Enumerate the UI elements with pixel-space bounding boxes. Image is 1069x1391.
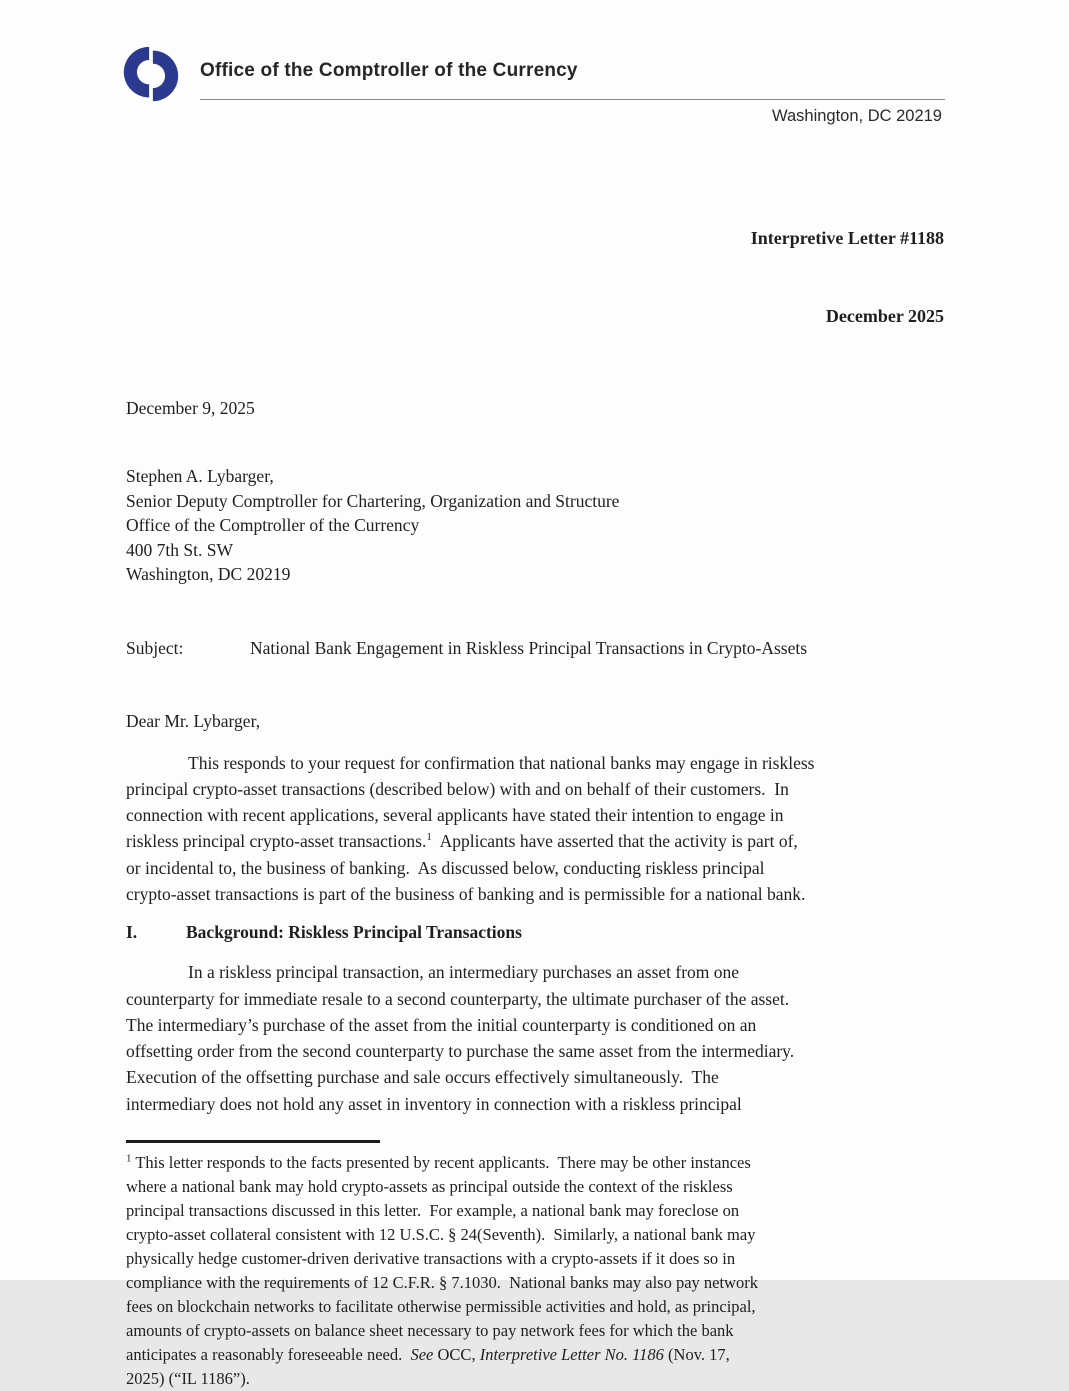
letter-month: December 2025 — [825, 306, 944, 326]
footnote-1 — [126, 1151, 1069, 1391]
text-line: Stephen A. Lybarger, — [126, 466, 274, 486]
section-heading-1 — [126, 919, 1009, 945]
letter-number: Interpretive Letter #1188 — [750, 228, 944, 248]
text-line: crypto-asset collateral consistent with 12 U.S.C. § 24(Seventh). Similarly, a national bank may — [126, 1225, 756, 1245]
recipient-address — [126, 464, 1009, 587]
subject-text: National Bank Engagement in Riskless Principal Transactions in Crypto-Assets — [250, 637, 808, 658]
agency-name: Office of the Comptroller of the Currency — [200, 60, 578, 81]
text-line: $^1$ This letter responds to the facts presented by recent applicants. There may be other instances — [126, 1152, 751, 1173]
text-line: connection with recent applications, several applicants have stated their intention to engage in — [126, 805, 784, 826]
text-line: amounts of crypto-assets on balance sheet necessary to pay network fees for which the bank — [126, 1321, 734, 1341]
letterhead-rule — [200, 99, 945, 100]
text-line: or incidental to, the business of banking. As discussed below, conducting riskless principal — [126, 857, 765, 878]
letter-number-block — [126, 173, 944, 381]
text-line: anticipates a reasonably foreseeable need. See OCC, Interpretive Letter No. 1186 (Nov. 17, — [126, 1345, 730, 1365]
footnote-separator — [126, 1140, 380, 1143]
letterhead-location: Washington, DC 20219 — [772, 107, 942, 125]
text-line: crypto-asset transactions is part of the business of banking and is permissible for a national bank. — [126, 883, 806, 904]
text-line: counterparty for immediate resale to a second counterparty, the ultimate purchaser of the asset. — [126, 988, 790, 1009]
text-line: principal transactions discussed in this letter. For example, a national bank may foreclose on — [126, 1201, 740, 1221]
text-line: Office of the Comptroller of the Currency — [126, 515, 420, 535]
text-line: intermediary does not hold any asset in inventory in connection with a riskless principal — [126, 1093, 742, 1114]
text-line: principal crypto-asset transactions (described below) with and on behalf of their customers. In — [126, 778, 789, 799]
occ-logo-icon — [121, 42, 181, 106]
text-line: 400 7th St. SW — [126, 539, 233, 560]
salutation: Dear Mr. Lybarger, — [126, 710, 261, 731]
letter-date: December 9, 2025 — [126, 398, 255, 418]
text-line: compliance with the requirements of 12 C.F.R. § 7.1030. National banks may also pay network — [126, 1273, 758, 1293]
text-line: where a national bank may hold crypto-assets as principal outside the context of the riskless — [126, 1177, 733, 1197]
text-line: physically hedge customer-driven derivative transactions with a crypto-assets if it does so in — [126, 1249, 736, 1269]
text-line: Washington, DC 20219 — [126, 564, 291, 584]
text-line: riskless principal crypto-asset transactions.$^1$ Applicants have asserted that the activity is part of, — [126, 831, 798, 852]
paragraph-2 — [126, 959, 1069, 1117]
letterhead — [0, 0, 1069, 130]
section-title: Background: Riskless Principal Transactions — [186, 922, 522, 943]
text-line: offsetting order from the second counterparty to purchase the same asset from the intermediary. — [126, 1041, 795, 1062]
text-line: 2025) (“IL 1186”). — [126, 1369, 250, 1389]
subject-label: Subject: — [126, 637, 184, 658]
text-line: In a riskless principal transaction, an intermediary purchases an asset from one — [188, 962, 740, 983]
text-line: This responds to your request for confirmation that national banks may engage in riskless — [188, 752, 815, 773]
subject-line — [126, 635, 1009, 661]
text-line: The intermediary’s purchase of the asset from the initial counterparty is conditioned on an — [126, 1014, 757, 1035]
section-numeral: I. — [126, 922, 138, 943]
text-line: Execution of the offsetting purchase and sale occurs effectively simultaneously. The — [126, 1067, 719, 1088]
text-line: Senior Deputy Comptroller for Chartering, Organization and Structure — [126, 490, 620, 511]
text-line: fees on blockchain networks to facilitate otherwise permissible activities and hold, as principal, — [126, 1297, 756, 1317]
paragraph-1 — [126, 750, 1069, 908]
